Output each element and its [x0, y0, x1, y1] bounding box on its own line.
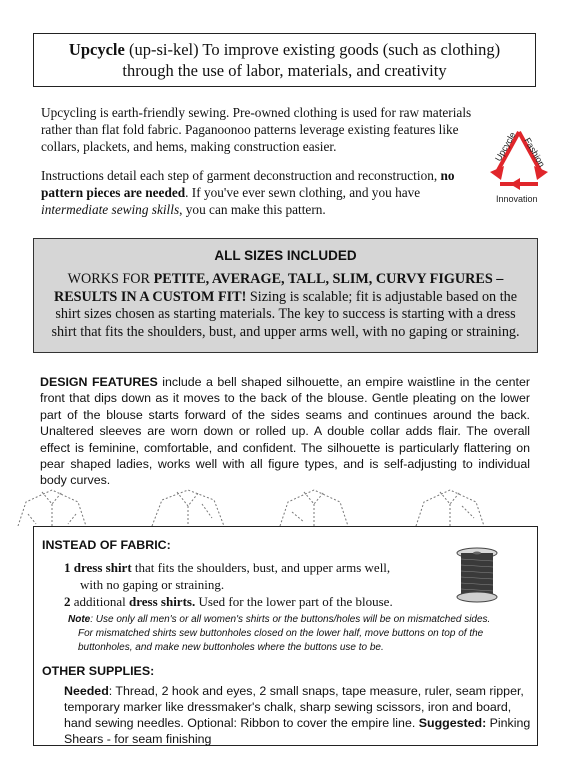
title-word: Upcycle [68, 40, 125, 59]
item1-rest: that fits the shoulders, bust, and upper arms well, [131, 560, 391, 575]
design-text: include a bell shaped silhouette, an empire waistline in the center front that dips down as it moves to the back of the blouse. Gentle pleating on the lower part of the blouse starts forward of the sides seams and continues around the back. Unaltered sleeves are worn down or rolled up. A double collar adds flair. The overall effect is feminine, comfortable, and confident. The silhouette is particularly flattering on pear shaped ladies, works well with all figure types, and is self-adjusting to individual body curves. [40, 375, 530, 488]
note-line-2: For mismatched shirts sew buttonholes closed on the lower half, move buttons on top of the buttonholes, and make new buttonholes where the buttons use to be. [78, 628, 484, 653]
intro-paragraph-1: Upcycling is earth-friendly sewing. Pre-owned clothing is used for raw materials rather than flat fold fabric. Paganoonoo patterns leverage existing features like collars, plackets, and hems, making construction easier. [41, 105, 472, 154]
sizes-rest: Sizing is scalable; fit is adjustable based on the shirt sizes chosen as starting materials. The key to success is starting with a dress shirt that fits the shoulders, bust, and upper arms well, with no gaping or straining. [51, 288, 520, 340]
item2-number: 2 [64, 594, 71, 609]
title-line-2: through the use of labor, materials, and creativity [122, 61, 447, 80]
intro-text: , you can make this pattern. [179, 202, 326, 217]
other-supplies-heading: OTHER SUPPLIES: [42, 664, 155, 678]
suggested-label: Suggested: [418, 716, 487, 730]
design-features [40, 374, 530, 489]
intro-italic: intermediate sewing skills [41, 202, 180, 217]
instead-of-fabric-heading: INSTEAD OF FABRIC: [42, 538, 171, 552]
needed-text: : Thread, 2 hook and eyes, 2 small snaps, tape measure, ruler, seam ripper, temporary marker like dressmaker's chalk, sharp sewing scissors, iron and board, hand sewing needles. Optional: Ribbon to cover the empire line. [64, 684, 524, 730]
item2-rest: Used for the lower part of the blouse. [195, 594, 393, 609]
intro-bold: no pattern pieces are needed [41, 168, 455, 200]
sizes-body [34, 271, 537, 341]
title-definition: (up-si-kel) To improve existing goods (such as clothing) [124, 40, 501, 59]
note-label: Note [68, 614, 91, 625]
sizes-heading: ALL SIZES INCLUDED [214, 248, 357, 263]
design-label: DESIGN FEATURES [40, 375, 158, 389]
title-box [33, 33, 536, 87]
sizes-box [33, 238, 538, 353]
item1-number: 1 [64, 560, 74, 575]
title-line-1 [34, 39, 535, 60]
shirt-sketches-illustration [12, 484, 560, 526]
item2-bold: dress shirts. [129, 594, 196, 609]
intro-text: . If you've ever sewn clothing, and you have [185, 185, 421, 200]
supplies-box [33, 526, 538, 746]
item1-bold: dress shirt [73, 560, 132, 575]
shirt-note [68, 613, 532, 655]
upcycle-logo-icon [484, 126, 554, 206]
sizes-figures: PETITE, AVERAGE, TALL, SLIM, CURVY FIGURES – RESULTS IN A CUSTOM FIT! [53, 271, 504, 305]
note-line-1: : Use only all men's or all women's shirts or the buttons/holes will be on mismatched sides. [90, 614, 491, 625]
intro-section [41, 104, 481, 230]
logo-word-left: Upcycle [493, 130, 518, 163]
logo-word-right: Fashion [522, 136, 547, 169]
suggested-text: Pinking Shears - for seam finishing [64, 716, 531, 746]
thread-spool-icon [452, 547, 502, 605]
intro-text: Instructions detail each step of garment deconstruction and reconstruction, [41, 168, 441, 183]
logo-word-bottom: Innovation [496, 194, 538, 204]
needed-label: Needed [64, 684, 109, 698]
needed-supplies [64, 683, 532, 747]
item1-continued: with no gaping or straining. [80, 577, 225, 592]
item2-mid: additional [70, 594, 129, 609]
sizes-works-for: WORKS FOR [67, 271, 154, 287]
intro-paragraph-2 [41, 167, 481, 218]
